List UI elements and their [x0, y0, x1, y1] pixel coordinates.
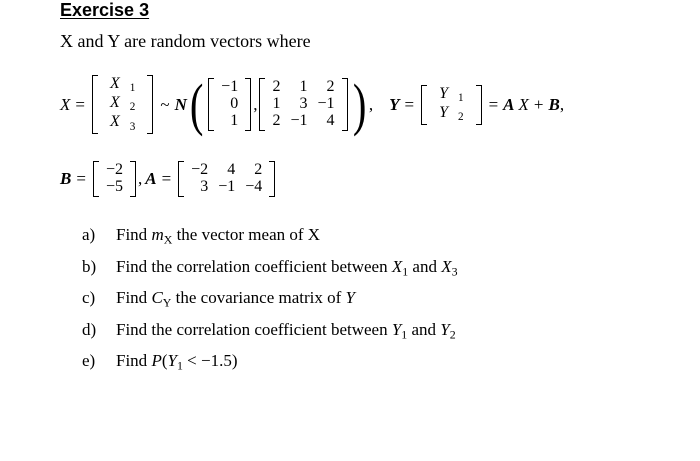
question-label: a) [82, 225, 96, 244]
cov-entry: 2 [272, 112, 281, 130]
question-label: c) [82, 288, 96, 307]
a-entry: 4 [227, 161, 236, 178]
mean-vector [208, 78, 251, 130]
y-vector-entry: Y [439, 103, 448, 121]
b-symbol: B [60, 168, 72, 188]
comma: , [368, 94, 374, 114]
question-text: Find $C_Y$ the covariance matrix of Y [116, 288, 356, 310]
cov-entry: 3 [299, 95, 308, 113]
question-item [82, 288, 458, 320]
covariance-matrix [259, 78, 347, 130]
distribution-equation [60, 71, 565, 137]
question-list [82, 225, 458, 383]
question-text: Find $m_X$ the vector mean of X [116, 225, 321, 247]
mean-entry: 0 [230, 95, 239, 113]
exercise-title: Exercise 3 [60, 0, 150, 20]
question-label: e) [82, 351, 96, 370]
question-item [82, 225, 458, 257]
y-symbol: Y [389, 94, 400, 114]
a-entry: −1 [218, 177, 236, 195]
b-entry: −5 [105, 177, 123, 195]
a-entry: −2 [191, 161, 209, 178]
x-vector: X $_1$ X $_2$ X $_3$ [92, 75, 153, 134]
b-vector [93, 161, 136, 197]
y-vector: Y $_1$ Y $_2$ [421, 85, 482, 125]
b-symbol: B [548, 94, 560, 114]
equals-sign: = [488, 94, 499, 114]
intro-text: X and Y are random vectors where [60, 31, 311, 51]
question-text: Find the correlation coefficient between $X_1$ and $X_3$ [116, 256, 458, 279]
mean-entry: −1 [221, 78, 239, 96]
question-label: d) [82, 319, 97, 339]
a-entry: 3 [200, 177, 209, 195]
x-symbol: X [60, 94, 71, 114]
question-item [82, 257, 458, 289]
equals-sign: = [76, 168, 86, 188]
b-entry: −2 [105, 161, 123, 178]
x-vector-entry: X [109, 113, 120, 131]
comma: , [137, 168, 143, 188]
question-item [82, 351, 458, 383]
a-entry: 2 [254, 161, 263, 178]
x-vector-entry: X [109, 94, 120, 112]
y-vector-entry: Y [439, 84, 448, 102]
question-label: b) [82, 256, 97, 276]
question-item [82, 320, 458, 352]
cov-entry: 2 [326, 78, 335, 96]
cov-entry: −1 [317, 95, 335, 113]
a-entry: −4 [245, 177, 263, 195]
right-paren: ) [352, 71, 366, 137]
cov-entry: 1 [299, 78, 308, 96]
tilde-sign: ~ [160, 94, 170, 114]
a-symbol: A [503, 94, 515, 114]
comma: , [253, 94, 258, 114]
left-paren: ( [189, 71, 204, 137]
equals-sign: = [161, 168, 172, 188]
x-vector-entry: X [109, 75, 120, 92]
x-symbol: X [518, 94, 529, 114]
comma: , [559, 94, 565, 114]
question-text: Find the correlation coefficient between $Y_1$ and $Y_2$ [116, 319, 456, 342]
equals-sign: = [75, 94, 85, 114]
parameters-equation [60, 161, 277, 197]
equals-sign: = [404, 94, 415, 114]
cov-entry: −1 [290, 112, 308, 130]
mean-entry: 1 [230, 112, 239, 130]
a-matrix [178, 161, 275, 197]
plus-sign: + [533, 94, 544, 114]
cov-entry: 2 [272, 78, 281, 96]
cov-entry: 4 [326, 112, 335, 130]
question-text: Find $P(Y_1 < -1.5)$ [116, 351, 238, 373]
a-symbol: A [145, 168, 157, 188]
cov-entry: 1 [272, 95, 281, 113]
normal-dist-symbol: N [174, 94, 187, 114]
